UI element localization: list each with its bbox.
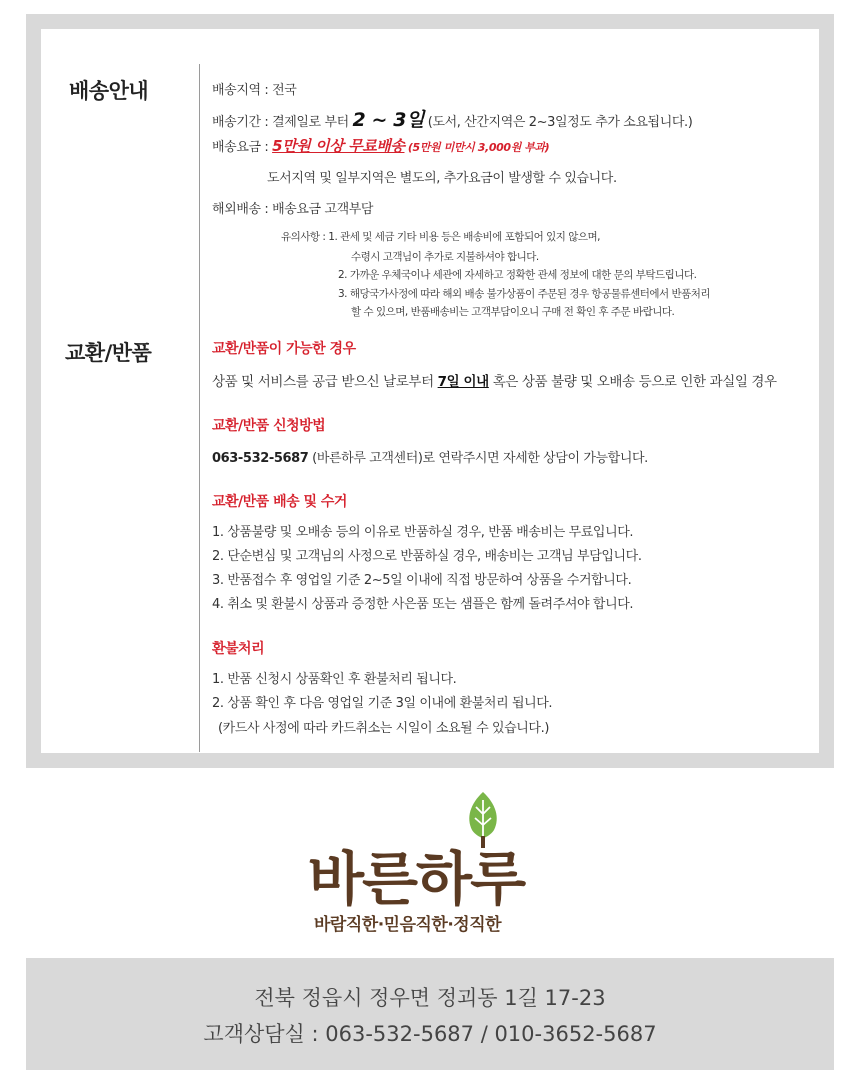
footer-address: 전북 정읍시 정우면 정괴동 1길 17-23 [254, 986, 606, 1010]
support-phone: 063-532-5687 [212, 451, 309, 466]
section-divider [199, 64, 200, 752]
footer-phone: 고객상담실 : 063-532-5687 / 010-3652-5687 [203, 1022, 657, 1046]
refund-item-3: (카드사 사정에 따라 카드취소는 시일이 소요될 수 있습니다.) [218, 721, 549, 736]
returns-method-text: 063-532-5687 (바른하루 고객센터)로 연락주시면 자세한 상담이 가능합니다. [212, 451, 648, 466]
free-shipping-badge: 5만원 이상 무료배송 [272, 137, 405, 155]
caution-item-3a: 3. 해당국가사정에 따라 해외 배송 불가상품이 주문된 경우 항공물류센터에서 반품처리 [338, 288, 711, 300]
info-panel [41, 29, 819, 753]
brand-logo [300, 792, 560, 942]
refund-item-1: 1. 반품 신청시 상품확인 후 환불처리 됩니다. [212, 672, 457, 687]
info-panel-frame [26, 14, 834, 768]
shipping-fee-extra: 도서지역 및 일부지역은 별도의, 추가요금이 발생할 수 있습니다. [267, 171, 617, 186]
brand-name: 바른하루 [308, 845, 525, 913]
returns-delivery-heading: 교환/반품 배송 및 수거 [212, 494, 347, 510]
returns-possible-text: 상품 및 서비스를 공급 받으신 날로부터 7일 이내 혹은 상품 불량 및 오배송 등으로 인한 과실일 경우 [212, 374, 777, 390]
returns-method-heading: 교환/반품 신청방법 [212, 418, 326, 434]
returns-delivery-item-2: 2. 단순변심 및 고객님의 사정으로 반품하실 경우, 배송비는 고객님 부담입니다. [212, 549, 642, 564]
returns-delivery-item-4: 4. 취소 및 환불시 상품과 증정한 사은품 또는 샘플은 함께 돌려주셔야 합니다. [212, 597, 634, 612]
shipping-section-title: 배송안내 [69, 79, 149, 103]
caution-item-1a: 유의사항 : 1. 관세 및 세금 기타 비용 등은 배송비에 포함되어 있지 않으며, [281, 231, 600, 243]
caution-item-1b: 수령시 고객님이 추가로 지불하셔야 합니다. [351, 251, 539, 263]
caution-item-2: 2. 가까운 우체국이나 세관에 자세하고 정확한 관세 정보에 대한 문의 부탁드립니다. [338, 269, 697, 281]
shipping-days: 2 ~ 3일 [352, 109, 425, 131]
returns-section-title: 교환/반품 [65, 341, 152, 365]
shipping-overseas: 해외배송 : 배송요금 고객부담 [212, 202, 374, 217]
shipping-region: 배송지역 : 전국 [212, 83, 297, 98]
refund-heading: 환불처리 [212, 641, 265, 657]
caution-item-3b: 할 수 있으며, 반품배송비는 고객부담이오니 구매 전 확인 후 주문 바랍니다. [351, 306, 675, 318]
returns-delivery-item-3: 3. 반품접수 후 영업일 기준 2~5일 이내에 직접 방문하여 상품을 수거합니다. [212, 573, 632, 588]
brand-slogan: 바람직한·믿음직한·정직한 [314, 915, 502, 935]
footer-contact [26, 958, 834, 1070]
refund-item-2: 2. 상품 확인 후 다음 영업일 기준 3일 이내에 환불처리 됩니다. [212, 696, 553, 711]
shipping-fee: 배송요금 : 5만원 이상 무료배송 (5만원 미만시 3,000원 부과) [212, 137, 550, 155]
returns-delivery-item-1: 1. 상품불량 및 오배송 등의 이유로 반품하실 경우, 반품 배송비는 무료입니다. [212, 525, 634, 540]
shipping-period: 배송기간 : 결제일로 부터 2 ~ 3일 (도서, 산간지역은 2~3일정도 추가 소요됩니다.) [212, 109, 693, 131]
returns-possible-heading: 교환/반품이 가능한 경우 [212, 341, 356, 357]
